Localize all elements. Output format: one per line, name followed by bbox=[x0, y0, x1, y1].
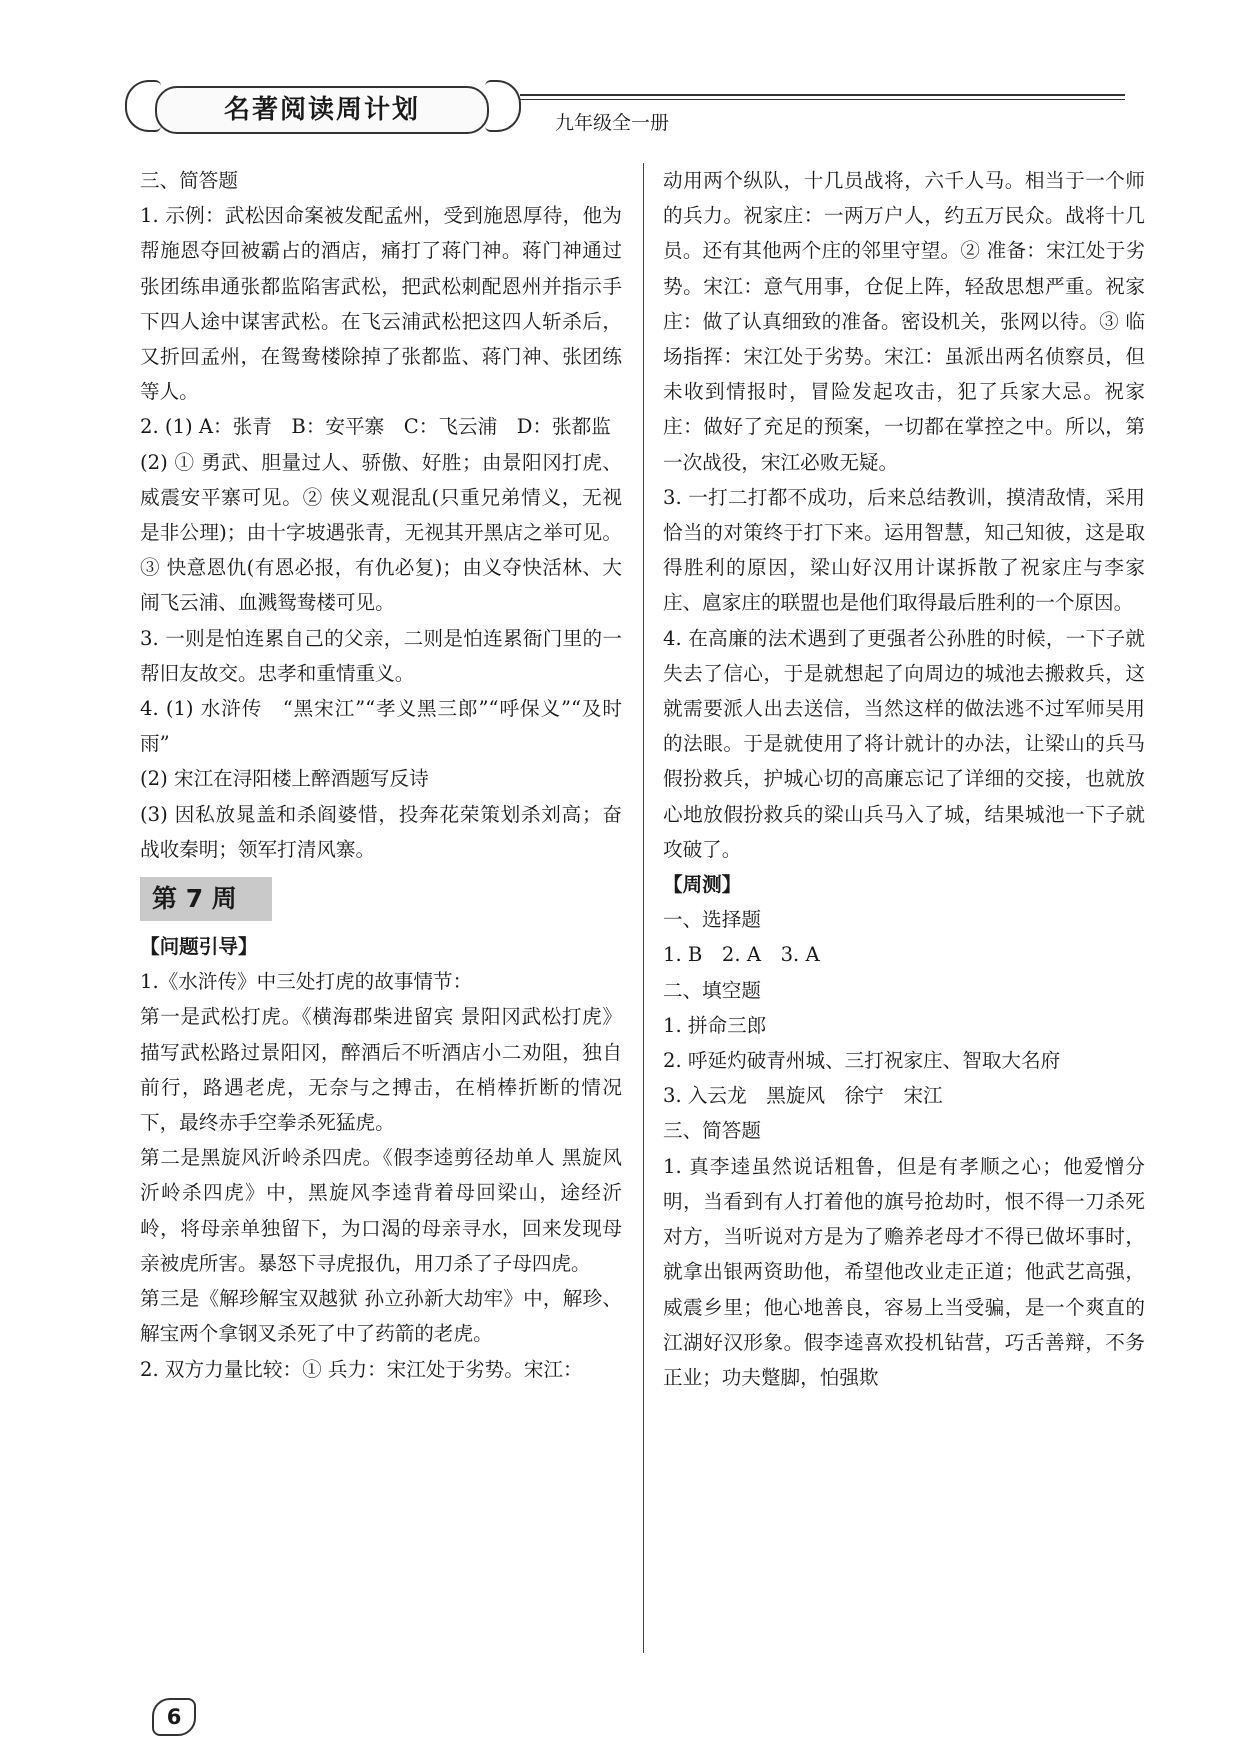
guide-line: 第一是武松打虎。《横海郡柴进留宾 景阳冈武松打虎》描写武松路过景阳冈，醉酒后不听酒店小二劝阻，独自前行，路遇老虎，无奈与之搏击，在梢棒折断的情况下，最终赤手空拳杀死猛虎。 bbox=[140, 1005, 622, 1135]
week-label: 第 7 周 bbox=[140, 877, 272, 921]
header-rule-bottom bbox=[520, 99, 1125, 100]
header-rule-top bbox=[520, 94, 1125, 96]
test-line: 1. 拼命三郎 bbox=[663, 1013, 767, 1037]
test-line: 一、选择题 bbox=[663, 908, 761, 932]
answer-4-2: (2) 宋江在浔阳楼上醉酒题写反诗 bbox=[140, 767, 429, 791]
guide-line: 第二是黑旋风沂岭杀四虎。《假李逵剪径劫单人 黑旋风沂岭杀四虎》中，黑旋风李逵背着母回梁山，途经沂岭，将母亲单独留下，为口渴的母亲寻水，回来发现母亲被虎所害。暴怒下寻虎报仇，用刀杀了子母四虎。 bbox=[140, 1146, 622, 1275]
answer-4-3: (3) 因私放晁盖和杀阎婆惜，投奔花荣策划杀刘高；奋战收秦明；领军打清风寨。 bbox=[140, 802, 622, 861]
page-header bbox=[125, 78, 1125, 150]
page-number: 6 bbox=[152, 1698, 196, 1736]
test-line: 二、填空题 bbox=[663, 978, 761, 1002]
left-column bbox=[140, 163, 622, 1387]
banner-ornament-right bbox=[485, 80, 521, 132]
test-line: 1. 真李逵虽然说话粗鲁，但是有孝顺之心；他爱憎分明，当看到有人打着他的旗号抢劫时，恨不得一刀杀死对方，当听说对方是为了赡养老母才不得已做坏事时，就拿出银两资助他，希望他改业走正道；他武艺高强，威震乡里；他心地善良，容易上当受骗，是一个爽直的江湖好汉形象。假李逵喜欢投机钻营，巧舌善辩，不务正业；功夫蹩脚，怕强欺 bbox=[663, 1154, 1145, 1389]
answer-1: 1. 示例：武松因命案被发配孟州，受到施恩厚待，他为帮施恩夺回被霸占的酒店，痛打了蒋门神。蒋门神通过张团练串通张都监陷害武松，把武松刺配恩州并指示手下四人途中谋害武松。在飞云浦武松把这四人斩杀后，又折回孟州，在鸳鸯楼除掉了张都监、蒋门神、张团练等人。 bbox=[140, 204, 622, 404]
right-column bbox=[663, 163, 1145, 1395]
section-heading: 三、简答题 bbox=[140, 169, 238, 192]
answer-2-continued: 动用两个纵队，十几员战将，六千人马。相当于一个师的兵力。祝家庄：一两万户人，约五万民众。战将十几员。还有其他两个庄的邻里守望。② 准备：宋江处于劣势。宋江：意气用事，仓促上阵，轻敌思想严重。祝家庄：做了认真细致的准备。密设机关，张网以待。③ 临场指挥：宋江处于劣势。宋江：虽派出两名侦察员，但未收到情报时，冒险发起攻击，犯了兵家大忌。祝家庄：做好了充足的预案，一切都在掌控之中。所以，第一次战役，宋江必败无疑。 bbox=[663, 169, 1145, 474]
book-title: 名著阅读周计划 bbox=[223, 95, 420, 125]
answer-4-1: 4. (1) 水浒传 “黑宋江”“孝义黑三郎”“呼保义”“及时雨” bbox=[140, 697, 622, 756]
answer-2-1: 2. (1) A：张青 B：安平寨 C：飞云浦 D：张都监 bbox=[140, 415, 611, 439]
test-line: 三、简答题 bbox=[663, 1119, 761, 1143]
test-line: 3. 入云龙 黑旋风 徐宁 宋江 bbox=[663, 1084, 943, 1108]
grade-label: 九年级全一册 bbox=[555, 112, 670, 134]
guide-line: 1.《水浒传》中三处打虎的故事情节： bbox=[140, 970, 473, 994]
book-title-banner bbox=[155, 86, 489, 134]
answer-3: 3. 一则是怕连累自己的父亲，二则是怕连累衙门里的一帮旧友故交。忠孝和重情重义。 bbox=[140, 626, 622, 685]
test-title: 【周测】 bbox=[663, 873, 742, 897]
guide-line: 2. 双方力量比较：① 兵力：宋江处于劣势。宋江： bbox=[140, 1357, 583, 1381]
guide-line: 第三是《解珍解宝双越狱 孙立孙新大劫牢》中，解珍、解宝两个拿钢叉杀死了中了药箭的老虎。 bbox=[140, 1287, 622, 1346]
guide-title: 【问题引导】 bbox=[140, 935, 258, 959]
test-line: 1. B 2. A 3. A bbox=[663, 943, 820, 967]
column-divider bbox=[643, 163, 644, 1653]
test-line: 2. 呼延灼破青州城、三打祝家庄、智取大名府 bbox=[663, 1049, 1061, 1073]
guide-answer-3: 3. 一打二打都不成功，后来总结教训，摸清敌情，采用恰当的对策终于打下来。运用智慧，知己知彼，这是取得胜利的原因，梁山好汉用计谋拆散了祝家庄与李家庄、扈家庄的联盟也是他们取得最后胜利的一个原因。 bbox=[663, 485, 1145, 615]
guide-answer-4: 4. 在高廉的法术遇到了更强者公孙胜的时候，一下子就失去了信心，于是就想起了向周边的城池去搬救兵，这就需要派人出去送信，当然这样的做法逃不过军师吴用的法眼。于是就使用了将计就计的办法，让梁山的兵马假扮救兵，护城心切的高廉忘记了详细的交接，也就放心地放假扮救兵的梁山兵马入了城，结果城池一下子就攻破了。 bbox=[663, 626, 1145, 861]
answer-2-2: (2) ① 勇武、胆量过人、骄傲、好胜；由景阳冈打虎、威震安平寨可见。② 侠义观混乱(只重兄弟情义，无视是非公理)；由十字坡遇张青，无视其开黑店之举可见。③ 快意恩仇(有恩必报，有仇必复)；由义夺快活林、大闹飞云浦、血溅鸳鸯楼可见。 bbox=[140, 450, 622, 615]
